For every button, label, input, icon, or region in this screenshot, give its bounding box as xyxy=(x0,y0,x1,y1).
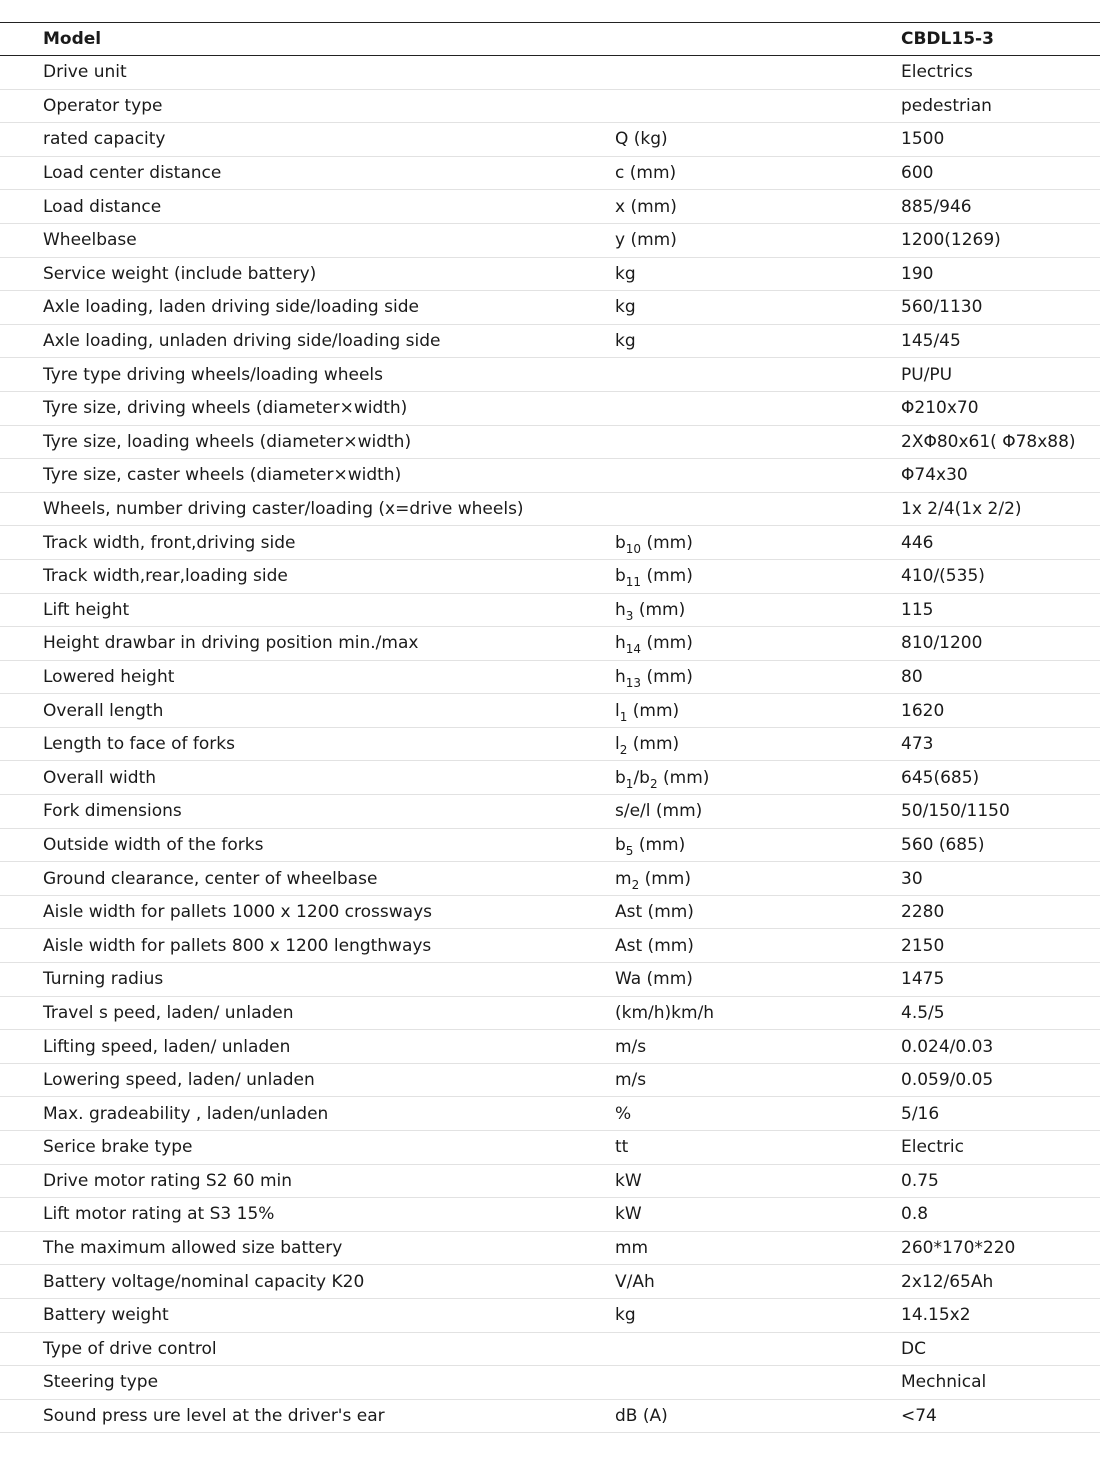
table-row xyxy=(0,156,1100,190)
table-row xyxy=(0,1198,1100,1232)
value-cell: 190 xyxy=(901,257,1100,291)
parameter-cell: Wheelbase xyxy=(0,223,615,257)
spec-table xyxy=(0,22,1100,1433)
value-cell: 1620 xyxy=(901,694,1100,728)
parameter-cell: Aisle width for pallets 1000 x 1200 crossways xyxy=(0,895,615,929)
parameter-cell: Steering type xyxy=(0,1366,615,1400)
table-row xyxy=(0,1265,1100,1299)
parameter-cell: Tyre type driving wheels/loading wheels xyxy=(0,358,615,392)
unit-text: (mm) xyxy=(633,834,686,855)
parameter-cell: Type of drive control xyxy=(0,1332,615,1366)
unit-cell xyxy=(615,761,901,795)
unit-cell: (km/h)km/h xyxy=(615,996,901,1030)
parameter-cell: Ground clearance, center of wheelbase xyxy=(0,862,615,896)
value-cell: 1200(1269) xyxy=(901,223,1100,257)
unit-cell: kg xyxy=(615,324,901,358)
value-cell: 560 (685) xyxy=(901,828,1100,862)
parameter-cell: Travel s peed, laden/ unladen xyxy=(0,996,615,1030)
unit-cell xyxy=(615,593,901,627)
parameter-cell: Lowered height xyxy=(0,660,615,694)
value-cell: Electric xyxy=(901,1131,1100,1165)
parameter-cell: Overall length xyxy=(0,694,615,728)
parameter-cell: Axle loading, unladen driving side/loading side xyxy=(0,324,615,358)
unit-cell: tt xyxy=(615,1131,901,1165)
value-cell: 410/(535) xyxy=(901,559,1100,593)
table-row xyxy=(0,492,1100,526)
table-row xyxy=(0,425,1100,459)
header-parameter: Model xyxy=(0,23,615,56)
value-cell: PU/PU xyxy=(901,358,1100,392)
header-model: CBDL15-3 xyxy=(901,23,1100,56)
unit-text: m xyxy=(615,868,632,889)
unit-cell xyxy=(615,358,901,392)
parameter-cell: Max. gradeability , laden/unladen xyxy=(0,1097,615,1131)
unit-cell xyxy=(615,526,901,560)
parameter-cell: Load center distance xyxy=(0,156,615,190)
unit-subscript: 5 xyxy=(625,843,634,858)
unit-text: (mm) xyxy=(627,734,680,755)
value-cell: 0.024/0.03 xyxy=(901,1030,1100,1064)
value-cell: 0.8 xyxy=(901,1198,1100,1232)
table-row xyxy=(0,223,1100,257)
parameter-cell: Height drawbar in driving position min./max xyxy=(0,627,615,661)
unit-cell xyxy=(615,56,901,90)
table-row xyxy=(0,190,1100,224)
parameter-cell: Wheels, number driving caster/loading (x=drive wheels) xyxy=(0,492,615,526)
unit-cell xyxy=(615,694,901,728)
parameter-cell: Aisle width for pallets 800 x 1200 lengthways xyxy=(0,929,615,963)
parameter-cell: Drive unit xyxy=(0,56,615,90)
value-cell: 1x 2/4(1x 2/2) xyxy=(901,492,1100,526)
value-cell: 0.059/0.05 xyxy=(901,1063,1100,1097)
parameter-cell: Serice brake type xyxy=(0,1131,615,1165)
value-cell: 14.15x2 xyxy=(901,1298,1100,1332)
unit-cell: m/s xyxy=(615,1030,901,1064)
unit-text: h xyxy=(615,599,626,620)
unit-subscript: 11 xyxy=(625,575,642,590)
parameter-cell: Lift motor rating at S3 15% xyxy=(0,1198,615,1232)
unit-cell: mm xyxy=(615,1231,901,1265)
value-cell: 50/150/1150 xyxy=(901,795,1100,829)
parameter-cell: Lift height xyxy=(0,593,615,627)
table-row xyxy=(0,123,1100,157)
table-row xyxy=(0,1298,1100,1332)
table-row xyxy=(0,963,1100,997)
value-cell: 1475 xyxy=(901,963,1100,997)
table-row xyxy=(0,1030,1100,1064)
value-cell: 645(685) xyxy=(901,761,1100,795)
table-row xyxy=(0,459,1100,493)
unit-cell: % xyxy=(615,1097,901,1131)
unit-subscript: 10 xyxy=(625,541,642,556)
parameter-cell: Drive motor rating S2 60 min xyxy=(0,1164,615,1198)
table-row xyxy=(0,727,1100,761)
parameter-cell: rated capacity xyxy=(0,123,615,157)
parameter-cell: Turning radius xyxy=(0,963,615,997)
parameter-cell: Battery voltage/nominal capacity K20 xyxy=(0,1265,615,1299)
unit-subscript: 2 xyxy=(631,877,640,892)
unit-cell xyxy=(615,862,901,896)
value-cell: 2280 xyxy=(901,895,1100,929)
value-cell: 2XΦ80x61( Φ78x88) xyxy=(901,425,1100,459)
unit-cell xyxy=(615,391,901,425)
value-cell: 260*170*220 xyxy=(901,1231,1100,1265)
table-row xyxy=(0,828,1100,862)
unit-subscript: 14 xyxy=(625,642,642,657)
table-row xyxy=(0,895,1100,929)
table-row xyxy=(0,1097,1100,1131)
parameter-cell: Fork dimensions xyxy=(0,795,615,829)
unit-text: h xyxy=(615,633,626,654)
unit-cell: Ast (mm) xyxy=(615,929,901,963)
unit-cell: s/e/l (mm) xyxy=(615,795,901,829)
unit-cell: dB (A) xyxy=(615,1399,901,1433)
parameter-cell: Load distance xyxy=(0,190,615,224)
unit-text: l xyxy=(615,734,620,755)
table-row xyxy=(0,761,1100,795)
unit-cell xyxy=(615,660,901,694)
unit-text: b xyxy=(615,834,626,855)
table-row xyxy=(0,257,1100,291)
value-cell: DC xyxy=(901,1332,1100,1366)
value-cell: 5/16 xyxy=(901,1097,1100,1131)
value-cell: 2x12/65Ah xyxy=(901,1265,1100,1299)
unit-cell xyxy=(615,727,901,761)
table-row xyxy=(0,593,1100,627)
spec-table-body xyxy=(0,23,1100,1433)
parameter-cell: Tyre size, loading wheels (diameter×width) xyxy=(0,425,615,459)
table-row xyxy=(0,1063,1100,1097)
value-cell: 0.75 xyxy=(901,1164,1100,1198)
unit-text: h xyxy=(615,666,626,687)
value-cell: pedestrian xyxy=(901,89,1100,123)
table-row xyxy=(0,1332,1100,1366)
value-cell: Electrics xyxy=(901,56,1100,90)
table-row xyxy=(0,526,1100,560)
unit-text: (mm) xyxy=(639,868,691,889)
unit-cell xyxy=(615,627,901,661)
value-cell: 80 xyxy=(901,660,1100,694)
unit-text: /b xyxy=(633,767,650,788)
unit-cell xyxy=(615,1366,901,1400)
unit-text: (mm) xyxy=(641,566,693,587)
unit-text: b xyxy=(615,532,626,553)
value-cell: 810/1200 xyxy=(901,627,1100,661)
value-cell: 1500 xyxy=(901,123,1100,157)
unit-cell: kW xyxy=(615,1164,901,1198)
unit-cell: Q (kg) xyxy=(615,123,901,157)
parameter-cell: Tyre size, caster wheels (diameter×width) xyxy=(0,459,615,493)
unit-subscript: 1 xyxy=(625,776,634,791)
unit-cell: kg xyxy=(615,257,901,291)
value-cell: 560/1130 xyxy=(901,291,1100,325)
parameter-cell: Length to face of forks xyxy=(0,727,615,761)
table-row xyxy=(0,996,1100,1030)
unit-cell xyxy=(615,492,901,526)
unit-cell xyxy=(615,828,901,862)
parameter-cell: Track width,rear,loading side xyxy=(0,559,615,593)
table-row xyxy=(0,391,1100,425)
table-row xyxy=(0,1131,1100,1165)
value-cell: <74 xyxy=(901,1399,1100,1433)
unit-text: (mm) xyxy=(641,532,693,553)
table-row xyxy=(0,291,1100,325)
unit-cell: x (mm) xyxy=(615,190,901,224)
value-cell: 145/45 xyxy=(901,324,1100,358)
table-row xyxy=(0,324,1100,358)
unit-text: (mm) xyxy=(657,767,710,788)
unit-cell: Wa (mm) xyxy=(615,963,901,997)
parameter-cell: Battery weight xyxy=(0,1298,615,1332)
unit-cell: kg xyxy=(615,291,901,325)
value-cell: 473 xyxy=(901,727,1100,761)
value-cell: Φ210x70 xyxy=(901,391,1100,425)
table-row xyxy=(0,1399,1100,1433)
header-unit xyxy=(615,23,901,56)
value-cell: 4.5/5 xyxy=(901,996,1100,1030)
unit-text: l xyxy=(615,700,620,721)
table-row xyxy=(0,89,1100,123)
table-row xyxy=(0,862,1100,896)
unit-cell: m/s xyxy=(615,1063,901,1097)
unit-subscript: 13 xyxy=(625,675,642,690)
unit-cell: V/Ah xyxy=(615,1265,901,1299)
unit-cell xyxy=(615,1332,901,1366)
value-cell: 2150 xyxy=(901,929,1100,963)
value-cell: 446 xyxy=(901,526,1100,560)
unit-cell: kg xyxy=(615,1298,901,1332)
table-row xyxy=(0,929,1100,963)
value-cell: Mechnical xyxy=(901,1366,1100,1400)
unit-cell xyxy=(615,459,901,493)
unit-cell: c (mm) xyxy=(615,156,901,190)
unit-cell: Ast (mm) xyxy=(615,895,901,929)
parameter-cell: Overall width xyxy=(0,761,615,795)
parameter-cell: Lowering speed, laden/ unladen xyxy=(0,1063,615,1097)
table-row xyxy=(0,627,1100,661)
parameter-cell: Service weight (include battery) xyxy=(0,257,615,291)
value-cell: 115 xyxy=(901,593,1100,627)
table-row xyxy=(0,660,1100,694)
parameter-cell: Outside width of the forks xyxy=(0,828,615,862)
unit-subscript: 3 xyxy=(625,608,634,623)
table-row xyxy=(0,1164,1100,1198)
value-cell: 885/946 xyxy=(901,190,1100,224)
parameter-cell: Track width, front,driving side xyxy=(0,526,615,560)
unit-text: b xyxy=(615,767,626,788)
parameter-cell: Tyre size, driving wheels (diameter×width) xyxy=(0,391,615,425)
table-header-row xyxy=(0,23,1100,56)
unit-text: (mm) xyxy=(627,700,680,721)
parameter-cell: Axle loading, laden driving side/loading side xyxy=(0,291,615,325)
unit-subscript: 2 xyxy=(619,743,628,758)
unit-cell xyxy=(615,425,901,459)
table-row xyxy=(0,56,1100,90)
parameter-cell: The maximum allowed size battery xyxy=(0,1231,615,1265)
parameter-cell: Lifting speed, laden/ unladen xyxy=(0,1030,615,1064)
table-row xyxy=(0,358,1100,392)
unit-cell: kW xyxy=(615,1198,901,1232)
unit-text: (mm) xyxy=(641,666,693,687)
table-row xyxy=(0,795,1100,829)
value-cell: 600 xyxy=(901,156,1100,190)
unit-subscript: 2 xyxy=(649,776,658,791)
table-row xyxy=(0,1366,1100,1400)
unit-subscript: 1 xyxy=(619,709,628,724)
unit-text: (mm) xyxy=(641,633,693,654)
unit-cell xyxy=(615,559,901,593)
unit-text: (mm) xyxy=(633,599,686,620)
table-row xyxy=(0,1231,1100,1265)
value-cell: 30 xyxy=(901,862,1100,896)
table-row xyxy=(0,559,1100,593)
parameter-cell: Sound press ure level at the driver's ear xyxy=(0,1399,615,1433)
parameter-cell: Operator type xyxy=(0,89,615,123)
table-row xyxy=(0,694,1100,728)
value-cell: Φ74x30 xyxy=(901,459,1100,493)
unit-cell xyxy=(615,89,901,123)
unit-text: b xyxy=(615,566,626,587)
unit-cell: y (mm) xyxy=(615,223,901,257)
